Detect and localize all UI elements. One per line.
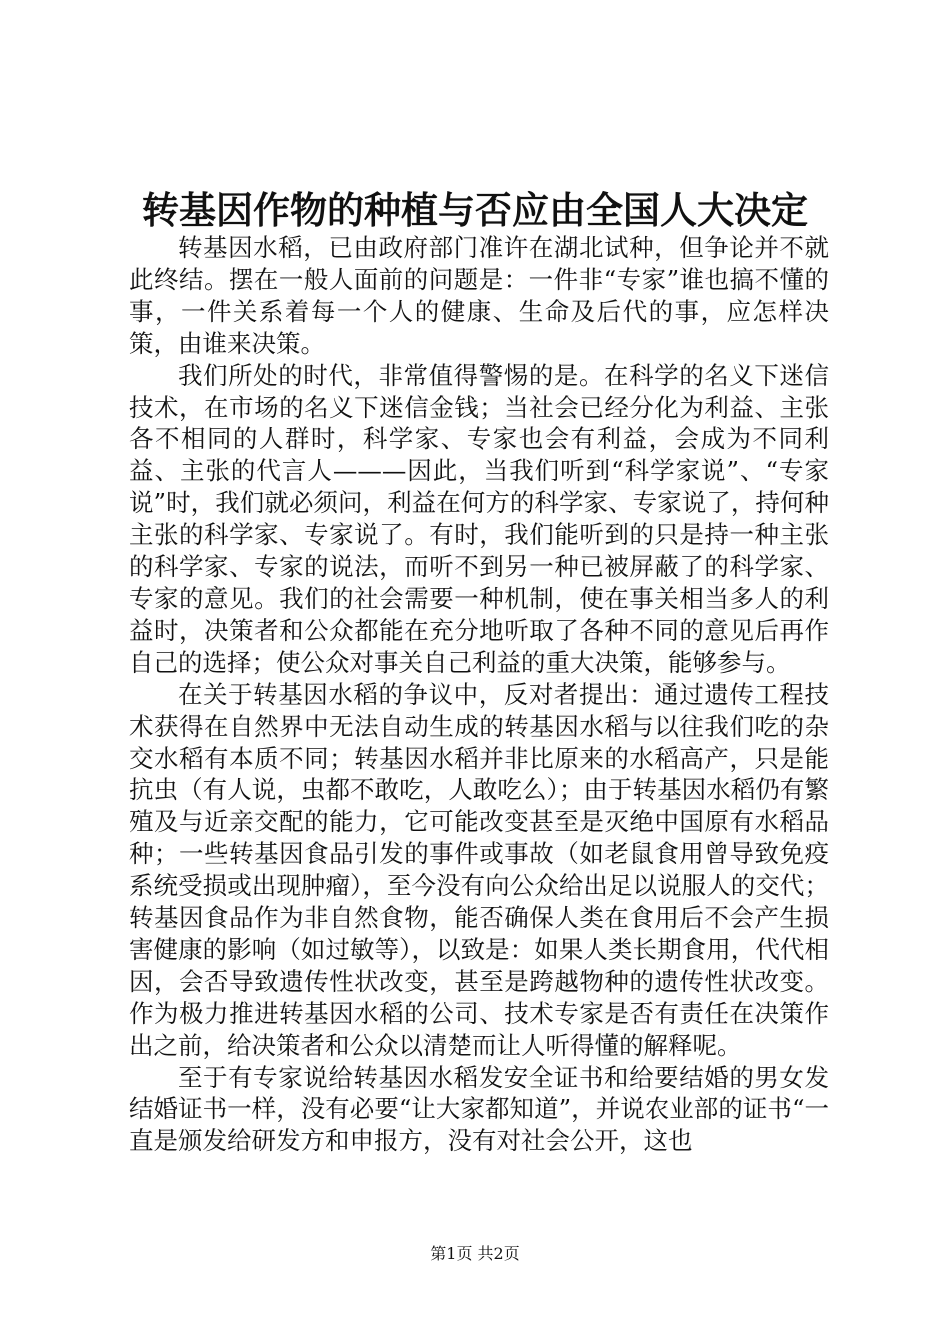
- paragraph-1: 转基因水稻，已由政府部门准许在湖北试种，但争论并不就此终结。摆在一般人面前的问题是：一件非“专家”谁也搞不懂的事，一件关系着每一个人的健康、生命及后代的事，应怎样决策，由谁来决策。: [129, 233, 829, 358]
- paragraph-4: 至于有专家说给转基因水稻发安全证书和给要结婚的男女发结婚证书一样，没有必要“让大家都知道”，并说农业部的证书“一直是颁发给研发方和申报方，没有对社会公开，这也: [129, 1062, 829, 1156]
- page-number-indicator: 第1页 共2页: [430, 1244, 520, 1263]
- document-body: [129, 232, 829, 1157]
- paragraph-3: 在关于转基因水稻的争议中，反对者提出：通过遗传工程技术获得在自然界中无法自动生成的转基因水稻与以往我们吃的杂交水稻有本质不同；转基因水稻并非比原来的水稻高产，只是能抗虫（有人说，虫都不敢吃，人敢吃么）；由于转基因水稻仍有繁殖及与近亲交配的能力，它可能改变甚至是灭绝中国原有水稻品种；一些转基因食品引发的事件或事故（如老鼠食用曾导致免疫系统受损或出现肿瘤），至今没有向公众给出足以说服人的交代；转基因食品作为非自然食物，能否确保人类在食用后不会产生损害健康的影响（如过敏等），以致是：如果人类长期食用，代代相因，会否导致遗传性状改变，甚至是跨越物种的遗传性状改变。作为极力推进转基因水稻的公司、技术专家是否有责任在决策作出之前，给决策者和公众以清楚而让人听得懂的解释呢。: [129, 679, 829, 1060]
- paragraph-2: 我们所处的时代，非常值得警惕的是。在科学的名义下迷信技术，在市场的名义下迷信金钱；当社会已经分化为利益、主张各不相同的人群时，科学家、专家也会有利益，会成为不同利益、主张的代言人———因此，当我们听到“科学家说”、“专家说”时，我们就必须问，利益在何方的科学家、专家说了，持何种主张的科学家、专家说了。有时，我们能听到的只是持一种主张的科学家、专家的说法，而听不到另一种已被屏蔽了的科学家、专家的意见。我们的社会需要一种机制，使在事关相当多人的利益时，决策者和公众都能在充分地听取了各种不同的意见后再作自己的选择；使公众对事关自己利益的重大决策，能够参与。: [129, 360, 829, 677]
- page-footer: [0, 1243, 950, 1265]
- document-title: 转基因作物的种植与否应由全国人大决定: [142, 188, 808, 232]
